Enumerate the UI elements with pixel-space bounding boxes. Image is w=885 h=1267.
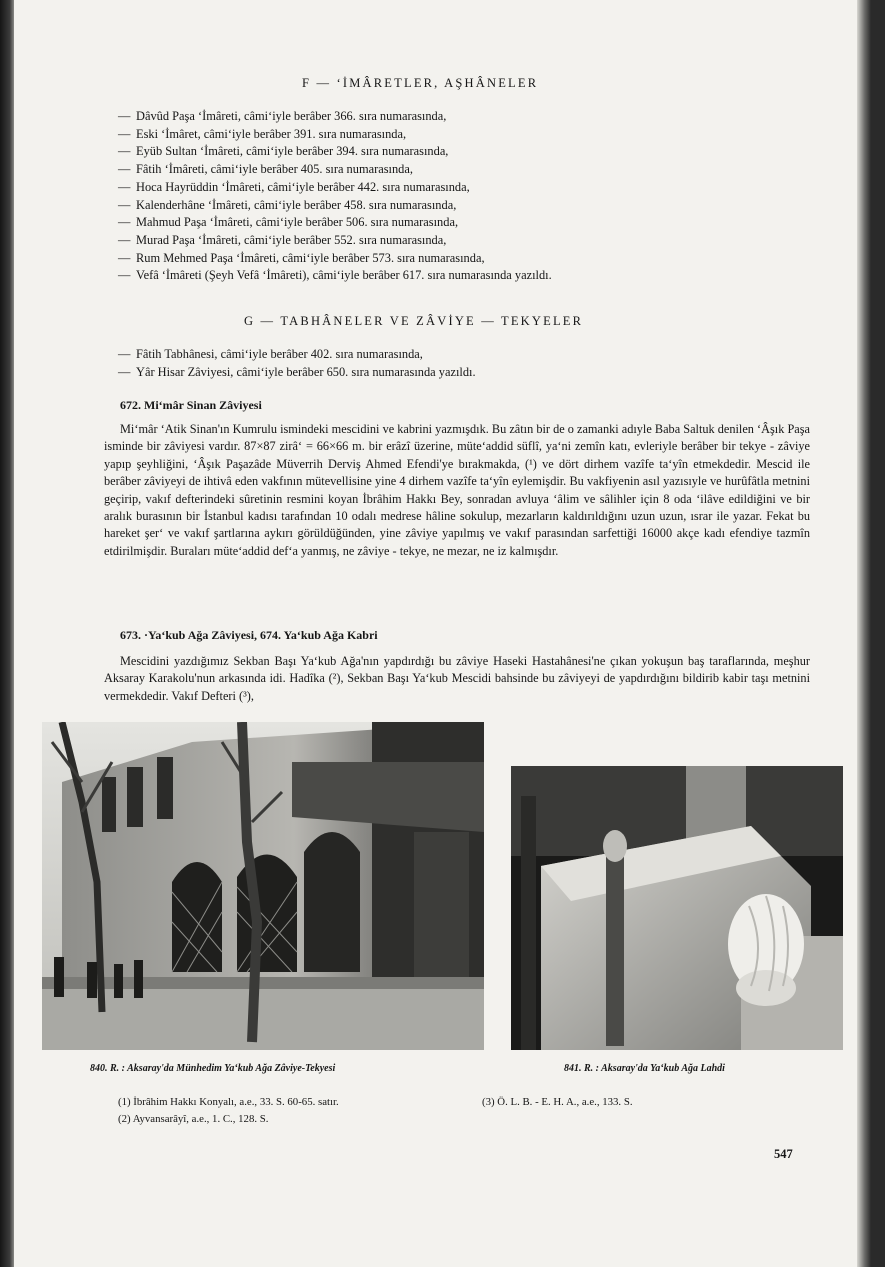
list-item: — Hoca Hayrüddin ʻİmâreti, câmiʻiyle berâber 442. sıra numarasında,	[118, 179, 470, 194]
list-item: — Fâtih Tabhânesi, câmiʻiyle berâber 402. sıra numarasında,	[118, 347, 423, 361]
entry-672-title: 672. Miʻmâr Sinan Zâviyesi	[120, 398, 262, 412]
list-item: — Fâtih ʻİmâreti, câmiʻiyle berâber 405. sıra numarasında,	[118, 162, 413, 177]
list-item: — Eski ʻİmâret, câmiʻiyle berâber 391. sıra numarasında,	[118, 126, 407, 141]
section-f-list	[118, 108, 758, 285]
list-item: — Dâvûd Paşa ʻİmâreti, câmiʻiyle berâber 366. sıra numarasında,	[118, 109, 447, 123]
list-item: — Eyüb Sultan ʻİmâreti, câmiʻiyle berâber 394. sıra numarasında,	[118, 144, 449, 159]
entry-673-text: Mescidini yazdığımız Sekban Başı Yaʻkub Ağa'nın yapdırdığı bu zâviye Haseki Hastahânesi'ne çıkan yokuşun baş taraflarında, meşhur Aksaray Karakolu'nun arkasında idi. Hadîka (²), Sekban Başı Yaʻkub Mescidi bahsinde bu zâviyeyi de yapdırdığını bildirib kabir taşı metnini vermekdedir. Vakıf Defteri (³),	[104, 654, 810, 703]
book-gutter	[0, 0, 14, 1267]
photo-yakub-aga-tomb	[511, 766, 843, 1050]
footnote-1: (1) İbrâhim Hakkı Konyalı, a.e., 33. S. 60-65. satır.	[118, 1096, 339, 1108]
figure-841-caption: 841. R. : Aksaray'da Yaʻkub Ağa Lahdi	[564, 1063, 725, 1074]
footnote-3: (3) Ö. L. B. - E. H. A., a.e., 133. S.	[482, 1096, 633, 1108]
list-item: — Vefâ ʻİmâreti (Şeyh Vefâ ʻİmâreti), câmiʻiyle berâber 617. sıra numarasında yazıldı.	[118, 268, 552, 283]
book-page	[14, 0, 871, 1267]
list-item: — Murad Paşa ʻİmâreti, câmiʻiyle berâber 552. sıra numarasında,	[118, 232, 447, 247]
list-item: — Mahmud Paşa ʻİmâreti, câmiʻiyle berâber 506. sıra numarasında,	[118, 215, 459, 230]
section-g-heading: G — TABHÂNELER VE ZÂVİYE — TEKYELER	[244, 314, 584, 328]
list-item: — Kalenderhâne ʻİmâreti, câmiʻiyle berâber 458. sıra numarasında,	[118, 197, 457, 212]
photo-zaviye-building	[42, 722, 484, 1050]
section-g-list	[118, 346, 758, 381]
footnote-2: (2) Ayvansarâyî, a.e., 1. C., 128. S.	[118, 1113, 269, 1125]
page-number: 547	[774, 1147, 793, 1161]
entry-672-text: Miʻmâr ʻAtik Sinan'ın Kumrulu ismindeki mescidini ve kabrini yazmışdık. Bu zâtın bir de o zamanki adıyle Baba Saltuk denilen ʻÂşık Paşa isminde bir zâviyesi vardır. 87×87 zirâʻ = 66×66 m. bir erâzî üzerine, müteʻaddid süflî, yaʻni zemîn katı, evleriyle berâber bir tekye - zâviye yapıp şeyhliğini, ʻÂşık Paşazâde Müverrih Derviş Ahmed Efendi'ye bırakmakda, (¹) ve dört dirhem vazîfe taʻyîn etmekdedir. Mescid ile berâber zâviyeyi de ihtivâ eden vakfının mütevellisine yine 4 dirhem vazîfe taʻyîn eylemişdir. Bu vakfiyenin asıl yazısıyle ve hurûfâtla metnini geçirip, vakıf defterindeki sûretinin resmini koyan İbrâhim Hakkı Bey, sonradan avluya ʻâlim ve sâlihler için 8 oda ʻilâve edildiğini ve bir aralık burasının bir İstanbul kadısı tarafından 10 odalı medrese hâline sokulup, mezarların kaldırıldığını uzun uzun, ısrar ile yazar. Fekat bu hareket şerʻ ve vakıf şartlarına aykırı görüldüğünden, yine zâviye yapılmış ve vakıf parasından sarfettiği 16000 akçe kadı efendiye tazmîn etdirilmişdir. Buraları müteʻaddid defʻa yanmış, ne zâviye - tekye, ne mezar, ne iz kalmışdır.	[104, 422, 810, 558]
list-item: — Rum Mehmed Paşa ʻİmâreti, câmiʻiyle berâber 573. sıra numarasında,	[118, 250, 485, 265]
page-edge	[857, 0, 871, 1267]
list-item: — Yâr Hisar Zâviyesi, câmiʻiyle berâber 650. sıra numarasında yazıldı.	[118, 364, 476, 379]
figure-840-caption: 840. R. : Aksaray'da Münhedim Yaʻkub Ağa Zâviye-Tekyesi	[90, 1063, 336, 1074]
entry-673-title: 673. ·Yaʻkub Ağa Zâviyesi, 674. Yaʻkub Ağa Kabri	[120, 628, 378, 642]
section-f-heading: F — ʻİMÂRETLER, AŞHÂNELER	[302, 76, 539, 90]
